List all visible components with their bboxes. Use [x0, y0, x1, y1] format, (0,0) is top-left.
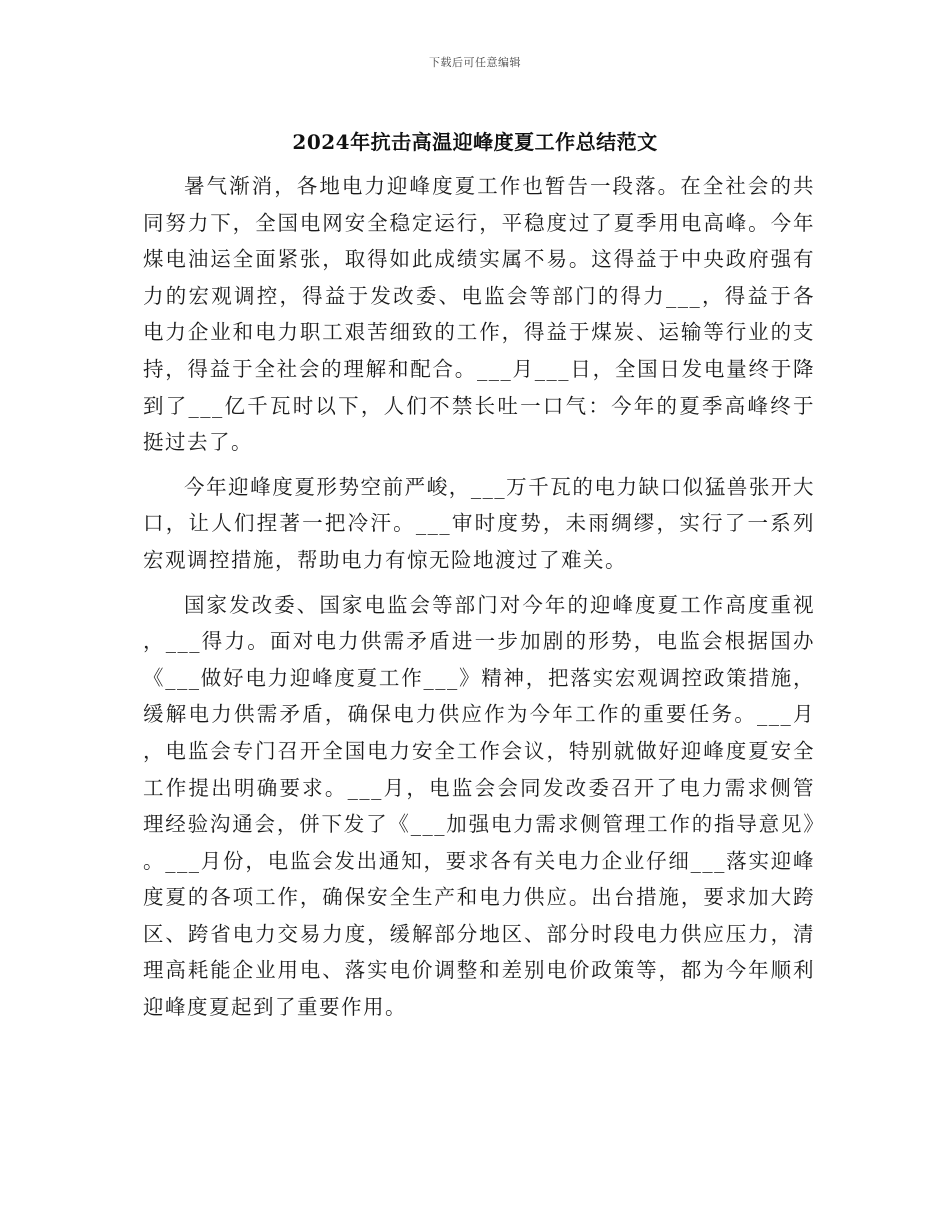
paragraph-3: 国家发改委、国家电监会等部门对今年的迎峰度夏工作高度重视，___得力。面对电力供需矛盾进一步加剧的形势，电监会根据国办《___做好电力迎峰度夏工作___》精神，把落实宏观调控政策措施，缓解电力供需矛盾，确保电力供应作为今年工作的重要任务。___月，电监会专门召开全国电力安全工作会议，特别就做好迎峰度夏安全工作提出明确要求。___月，电监会会同发改委召开了电力需求侧管理经验沟通会，併下发了《___加强电力需求侧管理工作的指导意见》。___月份，电监会发出通知，要求各有关电力企业仔细___落实迎峰度夏的各项工作，确保安全生产和电力供应。出台措施，要求加大跨区、跨省电力交易力度，缓解部分地区、部分时段电力供应压力，清理高耗能企业用电、落实电价调整和差别电价政策等，都为今年顺利迎峰度夏起到了重要作用。: [143, 592, 815, 1020]
paragraph-2: 今年迎峰度夏形势空前严峻，___万千瓦的电力缺口似猛兽张开大口，让人们捏著一把冷汗。___审时度势，未雨绸缪，实行了一系列宏观调控措施，帮助电力有惊无险地渡过了难关。: [143, 474, 815, 572]
document-title: 2024年抗击高温迎峰度夏工作总结范文: [292, 130, 658, 154]
document-body: [143, 168, 815, 1034]
paragraph-1: 暑气渐消，各地电力迎峰度夏工作也暂告一段落。在全社会的共同努力下，全国电网安全稳定运行，平稳度过了夏季用电高峰。今年煤电油运全面紧张，取得如此成绩实属不易。这得益于中央政府强有力的宏观调控，得益于发改委、电监会等部门的得力___，得益于各电力企业和电力职工艰苦细致的工作，得益于煤炭、运输等行业的支持，得益于全社会的理解和配合。___月___日，全国日发电量终于降到了___亿千瓦时以下，人们不禁长吐一口气：今年的夏季高峰终于挺过去了。: [143, 174, 815, 455]
header-note: 下载后可任意编辑: [429, 56, 521, 69]
